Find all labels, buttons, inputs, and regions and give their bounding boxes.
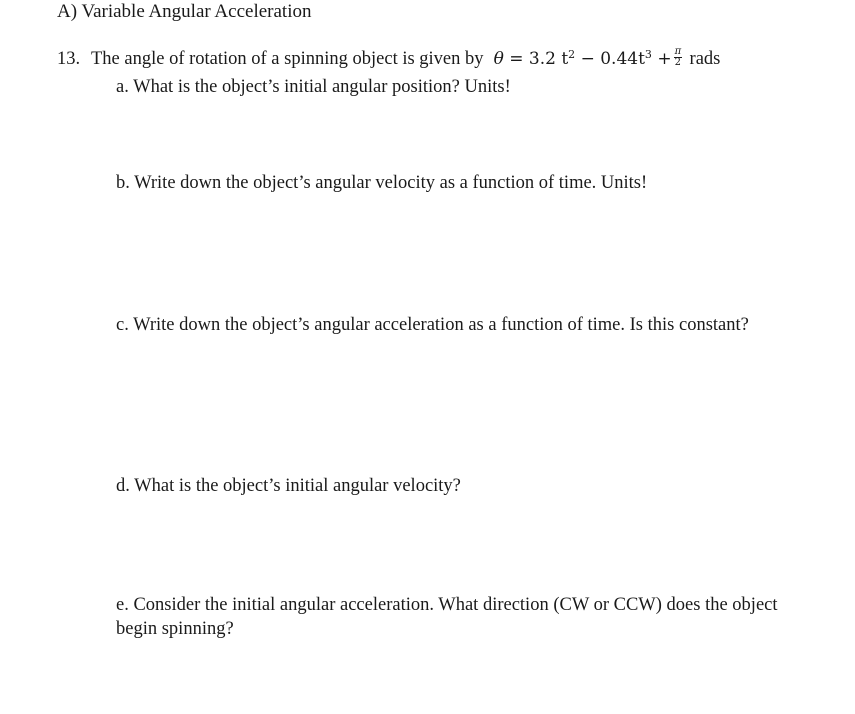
question-unit: rads [689, 49, 721, 69]
angle-equation [488, 46, 689, 69]
section-title: A) Variable Angular Acceleration [57, 1, 312, 22]
equation-term2-exponent: 3 [644, 48, 652, 61]
question-intro: The angle of rotation of a spinning object is given by [91, 49, 484, 69]
part-a: a. What is the object’s initial angular position? Units! [116, 77, 511, 97]
equation-equals: = [509, 49, 524, 69]
equation-theta: θ [493, 49, 504, 69]
equation-plus: + [657, 49, 672, 69]
equation-term2: 0.44t [600, 49, 645, 69]
equation-minus: − [580, 49, 595, 69]
equation-term1: 3.2 t [528, 49, 569, 69]
part-c: c. Write down the object’s angular acceleration as a function of time. Is this constant? [116, 315, 749, 335]
equation-fraction [674, 47, 683, 68]
equation-term1-exponent: 2 [568, 48, 576, 61]
fraction-numerator: π [674, 46, 682, 57]
part-b: b. Write down the object’s angular velocity as a function of time. Units! [116, 173, 648, 193]
part-d: d. What is the object’s initial angular velocity? [116, 476, 461, 496]
part-e: e. Consider the initial angular acceleration. What direction (CW or CCW) does the object begin spinning? [116, 595, 778, 639]
question-number: 13. [57, 49, 81, 69]
fraction-denominator: 2 [674, 57, 682, 68]
question-statement [91, 46, 721, 70]
